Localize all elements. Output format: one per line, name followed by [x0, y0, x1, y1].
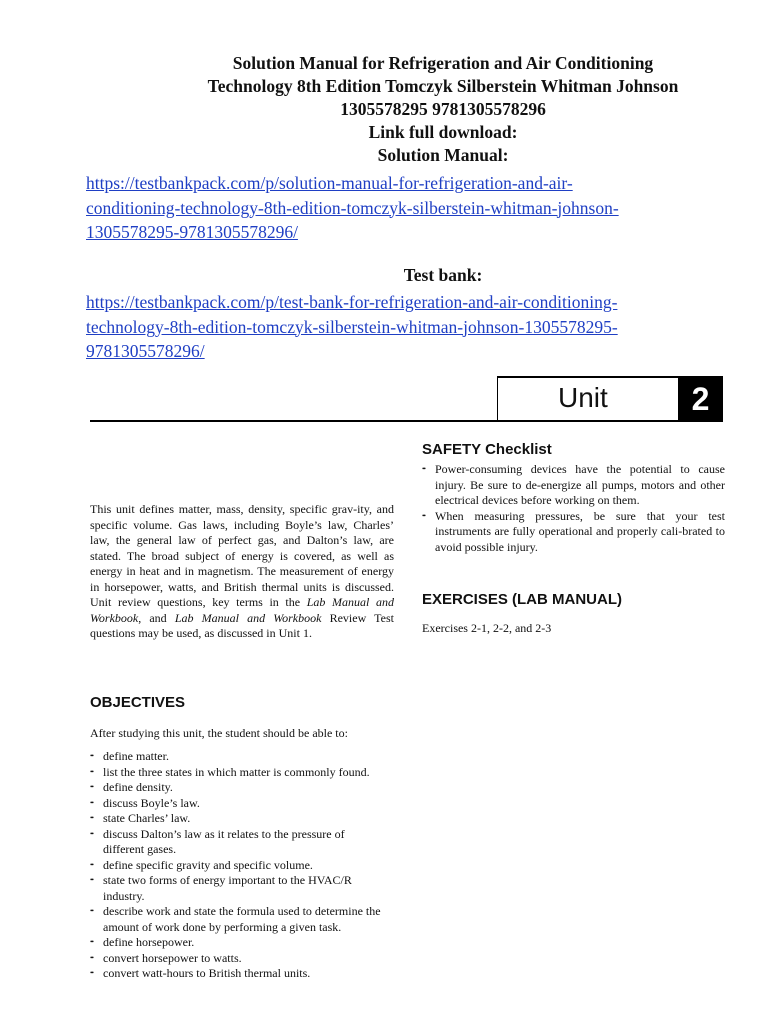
document-title	[100, 52, 768, 167]
link-line[interactable]: https://testbankpack.com/p/test-bank-for-refrigeration-and-air-conditioning-	[86, 292, 618, 312]
title-line: Solution Manual:	[377, 145, 509, 165]
safety-heading: SAFETY Checklist	[422, 441, 552, 458]
title-line: Link full download:	[368, 122, 518, 142]
objectives-heading: OBJECTIVES	[90, 694, 186, 711]
link-line[interactable]: https://testbankpack.com/p/solution-manual-for-refrigeration-and-air-	[86, 173, 573, 193]
list-item: •• convert horsepower to watts.	[90, 951, 390, 967]
objectives-intro: After studying this unit, the student should be able to:	[90, 726, 348, 740]
list-item: •• discuss Dalton’s law as it relates to the pressure of different gases.	[90, 827, 363, 858]
intro-text: This unit defines matter, mass, density, specific grav-ity, and specific volume. Gas laws, including Boyle’s law, Charles’ law, the general law of perfect gas, and Dalton’s law, are stated. The broad subject of energy is covered, as well as energy in heat and in magnetism. The measurement of energy in horsepower, watts, and British thermal units is discussed. Unit review questions, key terms in the	[90, 502, 394, 609]
list-item: •• discuss Boyle’s law.	[90, 796, 390, 812]
list-item: •• describe work and state the formula used to determine the amount of work done by performing a given task.	[90, 904, 390, 935]
unit-number: 2	[678, 378, 723, 420]
list-item: •• define density.	[90, 780, 390, 796]
list-item: •• convert watt-hours to British thermal units.	[90, 966, 390, 982]
unit-intro-paragraph	[90, 502, 394, 642]
link-line[interactable]: technology-8th-edition-tomczyk-silberstein-whitman-johnson-1305578295-	[86, 316, 618, 337]
safety-list	[422, 462, 725, 555]
intro-italic: Lab Manual and Workbook	[174, 610, 322, 625]
title-line: Solution Manual for Refrigeration and Air Conditioning	[232, 53, 654, 73]
list-item: •• define horsepower.	[90, 935, 390, 951]
exercises-text: Exercises 2-1, 2-2, and 2-3	[422, 621, 552, 635]
intro-text: , and	[138, 610, 175, 625]
link-line[interactable]: 9781305578296/	[86, 341, 205, 361]
intro-text: Review Test questions may be used, as discussed in Unit 1.	[90, 610, 395, 640]
unit-banner	[497, 376, 723, 422]
list-item: •• When measuring pressures, be sure that your test instruments are fully operational and properly cali-brated to avoid possible injury.	[422, 509, 725, 556]
title-line: Technology 8th Edition Tomczyk Silberstein Whitman Johnson	[207, 76, 679, 96]
list-item: •• define matter.	[90, 749, 390, 765]
unit-label: Unit	[558, 382, 608, 413]
test-bank-link[interactable]	[86, 290, 726, 364]
test-bank-label: Test bank:	[403, 265, 483, 285]
link-line[interactable]: 1305578295-9781305578296/	[86, 222, 298, 242]
list-item: •• define specific gravity and specific volume.	[90, 858, 390, 874]
link-line[interactable]: conditioning-technology-8th-edition-tomczyk-silberstein-whitman-johnson-	[86, 197, 619, 218]
list-item: •• Power-consuming devices have the potential to cause injury. Be sure to de-energize all pumps, motors and other electrical devices before working on them.	[422, 462, 725, 509]
list-item: •• state two forms of energy important to the HVAC/R industry.	[90, 873, 363, 904]
list-item: •• list the three states in which matter is commonly found.	[90, 765, 390, 781]
section-divider	[90, 420, 723, 422]
list-item: •• state Charles’ law.	[90, 811, 390, 827]
solution-manual-link[interactable]	[86, 171, 726, 245]
objectives-list	[90, 749, 390, 982]
exercises-heading: EXERCISES (LAB MANUAL)	[422, 591, 623, 608]
intro-italic: Lab Manual and Workbook	[90, 595, 395, 625]
title-line: 1305578295 9781305578296	[340, 99, 546, 119]
